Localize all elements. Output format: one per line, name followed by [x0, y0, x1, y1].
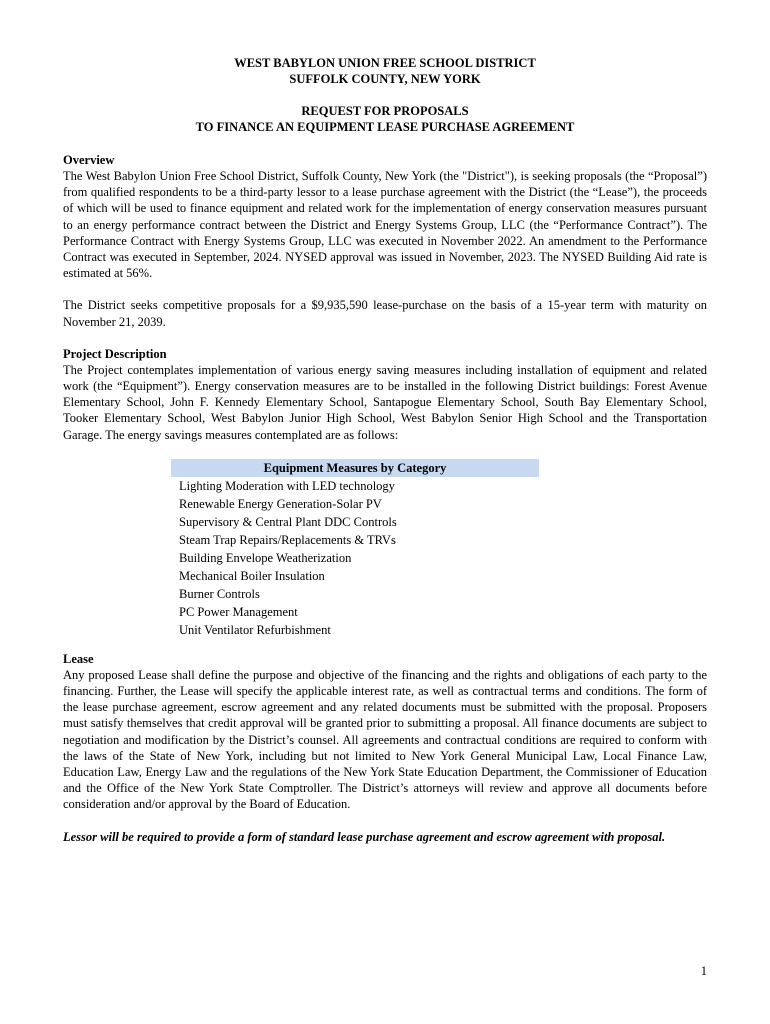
equipment-item: Building Envelope Weatherization [179, 550, 352, 565]
equipment-item: Burner Controls [179, 586, 260, 601]
equipment-table [171, 459, 539, 639]
page-number: 1 [700, 964, 707, 978]
equipment-table-header: Equipment Measures by Category [171, 459, 539, 477]
rfp-subtitle: TO FINANCE AN EQUIPMENT LEASE PURCHASE AGREEMENT [195, 120, 575, 134]
document-page [63, 55, 707, 845]
equipment-item: Lighting Moderation with LED technology [179, 478, 395, 493]
equipment-item: Mechanical Boiler Insulation [179, 568, 325, 583]
project-paragraph: The Project contemplates implementation of various energy saving measures including installation of equipment and related work (the “Equipment”). Energy conservation measures are to be installed in the following District buildings: Forest Avenue Elementary School, John F. Kennedy Elementary School, Santapogue Elementary School, South Bay Elementary School, Tooker Elementary School, West Babylon Junior High School, West Babylon Senior High School and the Transportation Garage. The energy savings measures contemplated are as follows: [63, 362, 707, 442]
equipment-item: Renewable Energy Generation-Solar PV [179, 496, 382, 511]
project-section [63, 346, 707, 443]
overview-paragraph-1: The West Babylon Union Free School District, Suffolk County, New York (the "District"), is seeking proposals (the “Proposal”) from qualified respondents to be a third-party lessor to a lease purchase agreement with the District (the “Lease”), the proceeds of which will be used to finance equipment and related work for the implementation of energy conservation measures pursuant to an energy performance contract between the District and Energy Systems Group, LLC (the “Performance Contract”). The Performance Contract with Energy Systems Group, LLC was executed in November 2022. An amendment to the Performance Contract was executed in September, 2024. NYSED approval was issued in November, 2023. The NYSED Building Aid rate is estimated at 56%. [63, 169, 707, 281]
equipment-item: Steam Trap Repairs/Replacements & TRVs [179, 532, 396, 547]
overview-title: Overview [63, 153, 115, 167]
document-header [63, 55, 707, 135]
lease-title: Lease [63, 651, 94, 666]
district-name: WEST BABYLON UNION FREE SCHOOL DISTRICT [234, 56, 536, 70]
project-title: Project Description [63, 346, 167, 361]
equipment-item: Unit Ventilator Refurbishment [179, 622, 331, 637]
equipment-item: Supervisory & Central Plant DDC Controls [179, 514, 397, 529]
lease-section [63, 651, 707, 845]
overview-paragraph-2: The District seeks competitive proposals for a $9,935,590 lease-purchase on the basis of a 15-year term with maturity on November 21, 2039. [63, 298, 707, 329]
equipment-item: PC Power Management [179, 604, 298, 619]
lease-closing-note: Lessor will be required to provide a form of standard lease purchase agreement and escrow agreement with proposal. [63, 829, 666, 844]
overview-section [63, 152, 707, 330]
lease-paragraph: Any proposed Lease shall define the purpose and objective of the financing and the rights and obligations of each party to the financing. Further, the Lease will specify the applicable interest rate, as well as contractual terms and conditions. The form of the lease purchase agreement, escrow agreement and any related documents must be submitted with the proposal. Proposers must satisfy themselves that credit approval will be granted prior to submitting a proposal. All finance documents are subject to negotiation and modification by the District’s counsel. All agreements and contractual conditions are required to conform with the laws of the State of New York, including but not limited to New York General Municipal Law, Local Finance Law, Education Law, Energy Law and the regulations of the New York State Education Department, the Commissioner of Education and the Office of the New York State Comptroller. The District’s attorneys will review and approve all documents before consideration and/or approval by the Board of Education. [63, 667, 707, 812]
rfp-title: REQUEST FOR PROPOSALS [301, 104, 469, 118]
county-name: SUFFOLK COUNTY, NEW YORK [289, 72, 481, 86]
